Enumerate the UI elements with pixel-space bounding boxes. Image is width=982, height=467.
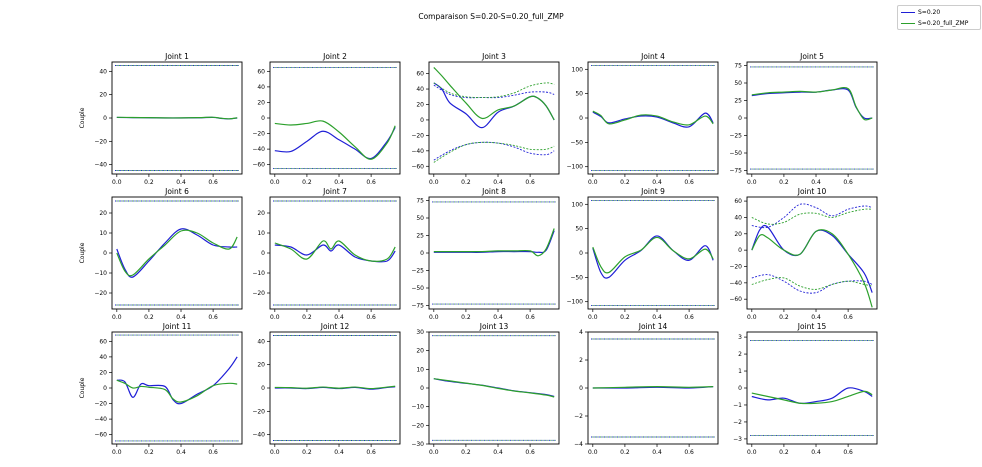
y-tick-label: 4 — [579, 329, 583, 336]
x-tick-label: 0.4 — [493, 449, 503, 456]
y-tick-label: 0 — [579, 385, 583, 392]
subplot-title: Joint 11 — [162, 322, 192, 331]
x-tick-label: 0.4 — [334, 179, 344, 186]
limit-series-line — [752, 278, 872, 290]
x-tick-label: 0.0 — [429, 314, 439, 321]
limit-series-line — [752, 209, 872, 224]
y-tick-label: 40 — [734, 214, 742, 222]
y-tick-label: 1 — [738, 368, 742, 376]
x-tick-label: 0.0 — [588, 179, 598, 186]
plot-area — [432, 336, 556, 441]
plot-area — [273, 201, 397, 305]
x-tick-label: 0.4 — [334, 314, 344, 321]
x-tick-label: 0.0 — [429, 179, 439, 186]
y-tick-label: 3 — [738, 334, 742, 342]
figure-title: Comparaison S=0.20-S=0.20_full_ZMP — [418, 12, 564, 21]
y-tick-label: −40 — [252, 431, 265, 439]
y-tick-label: 0 — [103, 115, 107, 122]
x-tick-label: 0.4 — [493, 179, 503, 186]
x-tick-label: 0.0 — [112, 179, 122, 186]
y-tick-label: −100 — [566, 163, 583, 171]
y-tick-label: −40 — [411, 147, 424, 155]
x-tick-label: 0.0 — [429, 449, 439, 456]
y-tick-label: −2 — [733, 418, 742, 426]
series-line — [434, 231, 554, 253]
series-line — [752, 230, 872, 308]
y-tick-label: 0 — [579, 250, 583, 257]
y-tick-label: −2 — [574, 413, 583, 420]
y-tick-label: 2 — [579, 357, 583, 364]
x-tick-label: 0.4 — [811, 449, 821, 456]
x-tick-label: 0.6 — [208, 314, 218, 321]
y-tick-label: −30 — [411, 441, 424, 448]
x-tick-label: 0.0 — [270, 314, 280, 321]
y-axis-label: Couple — [79, 242, 86, 264]
limit-series-line — [434, 142, 554, 162]
subplot-title: Joint 12 — [320, 322, 350, 331]
x-tick-label: 0.2 — [302, 314, 312, 321]
y-tick-label: −50 — [411, 285, 424, 292]
subplot-title: Joint 4 — [641, 52, 665, 61]
y-tick-label: −60 — [411, 163, 424, 171]
y-tick-label: 40 — [416, 86, 424, 94]
x-tick-label: 0.2 — [144, 179, 154, 186]
x-tick-label: 0.6 — [684, 449, 694, 456]
y-tick-label: −3 — [733, 435, 742, 443]
y-tick-label: 100 — [571, 66, 583, 74]
y-tick-label: −50 — [570, 139, 583, 147]
series-line — [117, 230, 237, 276]
subplot-title: Joint 15 — [797, 322, 827, 331]
axes-frame — [747, 197, 877, 309]
subplot-title: Joint 7 — [323, 187, 347, 196]
y-tick-label: 0 — [261, 385, 265, 392]
y-tick-label: 40 — [257, 338, 265, 346]
subplot-title: Joint 1 — [165, 52, 189, 61]
y-tick-label: 20 — [734, 230, 742, 238]
subplot — [574, 322, 718, 456]
axes-frame — [747, 332, 877, 444]
plot-area — [115, 201, 239, 305]
x-tick-label: 0.2 — [620, 314, 630, 321]
y-tick-label: −20 — [94, 400, 107, 408]
subplot — [729, 187, 877, 321]
x-tick-label: 0.4 — [811, 179, 821, 186]
legend-label: S=0.20 — [918, 8, 941, 16]
y-tick-label: −20 — [411, 422, 424, 430]
y-tick-label: 30 — [416, 329, 424, 336]
x-tick-label: 0.2 — [461, 449, 471, 456]
x-tick-label: 0.2 — [620, 449, 630, 456]
y-tick-label: 0 — [420, 116, 424, 124]
subplot — [411, 187, 559, 321]
x-tick-label: 0.2 — [302, 449, 312, 456]
y-tick-label: −20 — [94, 138, 107, 146]
y-tick-label: −40 — [94, 161, 107, 169]
y-tick-label: −10 — [411, 403, 424, 411]
plot-area — [432, 202, 556, 304]
subplot-title: Joint 9 — [641, 187, 665, 196]
plot-area — [115, 66, 239, 171]
x-tick-label: 0.6 — [366, 314, 376, 321]
x-tick-label: 0.4 — [811, 314, 821, 321]
y-tick-label: −20 — [411, 132, 424, 140]
y-axis-label: Couple — [79, 107, 86, 129]
y-tick-label: 50 — [575, 225, 583, 233]
y-tick-label: 40 — [99, 353, 107, 361]
y-tick-label: −75 — [411, 302, 424, 310]
series-line — [593, 112, 713, 127]
subplot — [411, 52, 559, 186]
x-tick-label: 0.2 — [144, 449, 154, 456]
series-line — [275, 386, 395, 388]
y-tick-label: −20 — [252, 130, 265, 138]
plot-area — [752, 204, 872, 307]
y-tick-label: 10 — [257, 230, 265, 237]
x-tick-label: 0.2 — [461, 314, 471, 321]
y-tick-label: −10 — [252, 270, 265, 277]
y-tick-label: −25 — [729, 132, 742, 140]
subplot — [252, 187, 400, 321]
x-tick-label: 0.2 — [779, 314, 789, 321]
subplot — [252, 322, 400, 456]
series-line — [117, 357, 237, 404]
x-tick-label: 0.6 — [366, 179, 376, 186]
x-tick-label: 0.6 — [208, 179, 218, 186]
axes-frame — [429, 62, 559, 174]
x-tick-label: 0.0 — [270, 449, 280, 456]
y-tick-label: 40 — [99, 68, 107, 76]
plot-area — [115, 335, 239, 441]
subplot — [411, 322, 559, 456]
x-tick-label: 0.0 — [588, 449, 598, 456]
subplot — [567, 52, 718, 186]
y-tick-label: −4 — [574, 441, 583, 448]
series-line — [752, 388, 872, 404]
x-tick-label: 0.6 — [525, 314, 535, 321]
y-tick-label: 50 — [734, 80, 742, 87]
y-tick-label: 20 — [257, 210, 265, 217]
limit-series-line — [434, 83, 554, 98]
y-tick-label: 50 — [575, 90, 583, 98]
y-tick-label: −75 — [729, 167, 742, 175]
subplot — [729, 52, 877, 186]
plot-area — [591, 200, 715, 305]
plot-area — [273, 336, 397, 441]
x-tick-label: 0.4 — [334, 449, 344, 456]
x-tick-label: 0.4 — [652, 179, 662, 186]
y-tick-label: −60 — [252, 161, 265, 169]
x-tick-label: 0.6 — [684, 314, 694, 321]
plot-area — [750, 67, 874, 169]
subplot — [567, 187, 718, 321]
x-tick-label: 0.4 — [176, 314, 186, 321]
y-tick-label: 20 — [99, 369, 107, 377]
y-tick-label: 10 — [416, 366, 424, 374]
y-tick-label: −60 — [94, 431, 107, 439]
y-tick-label: 0 — [261, 250, 265, 257]
y-tick-label: −10 — [94, 270, 107, 277]
y-tick-label: −40 — [252, 146, 265, 154]
x-tick-label: 0.2 — [461, 179, 471, 186]
x-tick-label: 0.2 — [779, 449, 789, 456]
y-tick-label: 10 — [99, 230, 107, 237]
y-tick-label: 60 — [257, 68, 265, 76]
x-tick-label: 0.6 — [843, 179, 853, 186]
y-tick-label: 75 — [734, 62, 742, 70]
x-tick-label: 0.0 — [270, 179, 280, 186]
x-tick-label: 0.4 — [493, 314, 503, 321]
subplot — [79, 52, 242, 186]
y-tick-label: 25 — [734, 97, 742, 105]
x-tick-label: 0.2 — [620, 179, 630, 186]
x-tick-label: 0.4 — [652, 314, 662, 321]
y-tick-label: −25 — [411, 267, 424, 275]
subplot-title: Joint 10 — [797, 187, 827, 196]
y-tick-label: 2 — [738, 351, 742, 359]
y-tick-label: 0 — [420, 250, 424, 257]
plot-area — [591, 339, 715, 437]
axes-frame — [429, 197, 559, 309]
y-tick-label: 60 — [734, 198, 742, 206]
plot-area — [273, 67, 397, 168]
y-tick-label: 20 — [257, 361, 265, 369]
y-tick-label: 20 — [416, 347, 424, 355]
x-tick-label: 0.6 — [843, 314, 853, 321]
plot-area — [434, 67, 554, 162]
y-tick-label: 0 — [261, 115, 265, 122]
legend-label: S=0.20_full_ZMP — [918, 19, 969, 27]
y-tick-label: 50 — [416, 215, 424, 222]
x-tick-label: 0.0 — [747, 314, 757, 321]
y-tick-label: −1 — [733, 401, 742, 409]
y-tick-label: −20 — [252, 408, 265, 416]
series-line — [275, 241, 395, 261]
x-tick-label: 0.2 — [302, 179, 312, 186]
y-tick-label: −60 — [729, 296, 742, 304]
y-tick-label: 25 — [416, 232, 424, 240]
series-line — [434, 379, 554, 397]
limit-series-line — [752, 275, 872, 294]
subplot-title: Joint 14 — [638, 322, 668, 331]
y-tick-label: 75 — [416, 197, 424, 205]
axes-frame — [747, 62, 877, 174]
y-tick-label: −50 — [729, 150, 742, 157]
y-tick-label: 20 — [416, 101, 424, 109]
y-tick-label: 20 — [257, 99, 265, 107]
y-tick-label: −100 — [566, 298, 583, 306]
subplot — [79, 322, 242, 456]
plot-area — [591, 65, 715, 170]
y-tick-label: 20 — [99, 91, 107, 99]
x-tick-label: 0.4 — [176, 179, 186, 186]
series-line — [434, 83, 554, 128]
x-tick-label: 0.2 — [779, 179, 789, 186]
y-axis-label: Couple — [79, 377, 86, 399]
x-tick-label: 0.6 — [208, 449, 218, 456]
series-line — [275, 127, 395, 158]
x-tick-label: 0.0 — [747, 449, 757, 456]
y-tick-label: −20 — [252, 290, 265, 297]
subplot-title: Joint 5 — [800, 52, 824, 61]
subplot — [252, 52, 400, 186]
x-tick-label: 0.0 — [588, 314, 598, 321]
subplot-title: Joint 13 — [479, 322, 509, 331]
x-tick-label: 0.4 — [652, 449, 662, 456]
x-tick-label: 0.6 — [366, 449, 376, 456]
y-tick-label: −20 — [729, 263, 742, 271]
y-tick-label: 100 — [571, 201, 583, 209]
series-line — [117, 380, 237, 402]
y-tick-label: −40 — [94, 416, 107, 424]
x-tick-label: 0.0 — [112, 314, 122, 321]
y-tick-label: −50 — [570, 274, 583, 282]
series-line — [117, 229, 237, 277]
axes-frame — [112, 197, 242, 309]
y-tick-label: 0 — [738, 115, 742, 122]
axes-frame — [270, 62, 400, 174]
subplot-title: Joint 2 — [323, 52, 347, 61]
subplot — [733, 322, 877, 456]
x-tick-label: 0.0 — [747, 179, 757, 186]
y-tick-label: 0 — [420, 385, 424, 392]
y-tick-label: 0 — [579, 115, 583, 122]
x-tick-label: 0.0 — [112, 449, 122, 456]
y-tick-label: 20 — [99, 210, 107, 217]
y-tick-label: 60 — [99, 338, 107, 346]
x-tick-label: 0.4 — [176, 449, 186, 456]
y-tick-label: 40 — [257, 83, 265, 91]
x-tick-label: 0.6 — [525, 179, 535, 186]
y-tick-label: −40 — [729, 279, 742, 287]
y-tick-label: 0 — [103, 385, 107, 392]
axes-frame — [270, 197, 400, 309]
x-tick-label: 0.2 — [144, 314, 154, 321]
y-tick-label: 60 — [416, 70, 424, 78]
x-tick-label: 0.6 — [684, 179, 694, 186]
y-tick-label: 0 — [103, 250, 107, 257]
plot-area — [750, 340, 874, 435]
subplot-title: Joint 8 — [482, 187, 506, 196]
series-line — [593, 237, 713, 272]
series-line — [275, 245, 395, 262]
y-tick-label: −20 — [94, 290, 107, 297]
x-tick-label: 0.6 — [525, 449, 535, 456]
y-tick-label: 0 — [738, 385, 742, 392]
y-tick-label: 0 — [738, 247, 742, 255]
subplot — [79, 187, 242, 321]
x-tick-label: 0.6 — [843, 449, 853, 456]
subplot-title: Joint 3 — [482, 52, 506, 61]
subplot-title: Joint 6 — [165, 187, 189, 196]
